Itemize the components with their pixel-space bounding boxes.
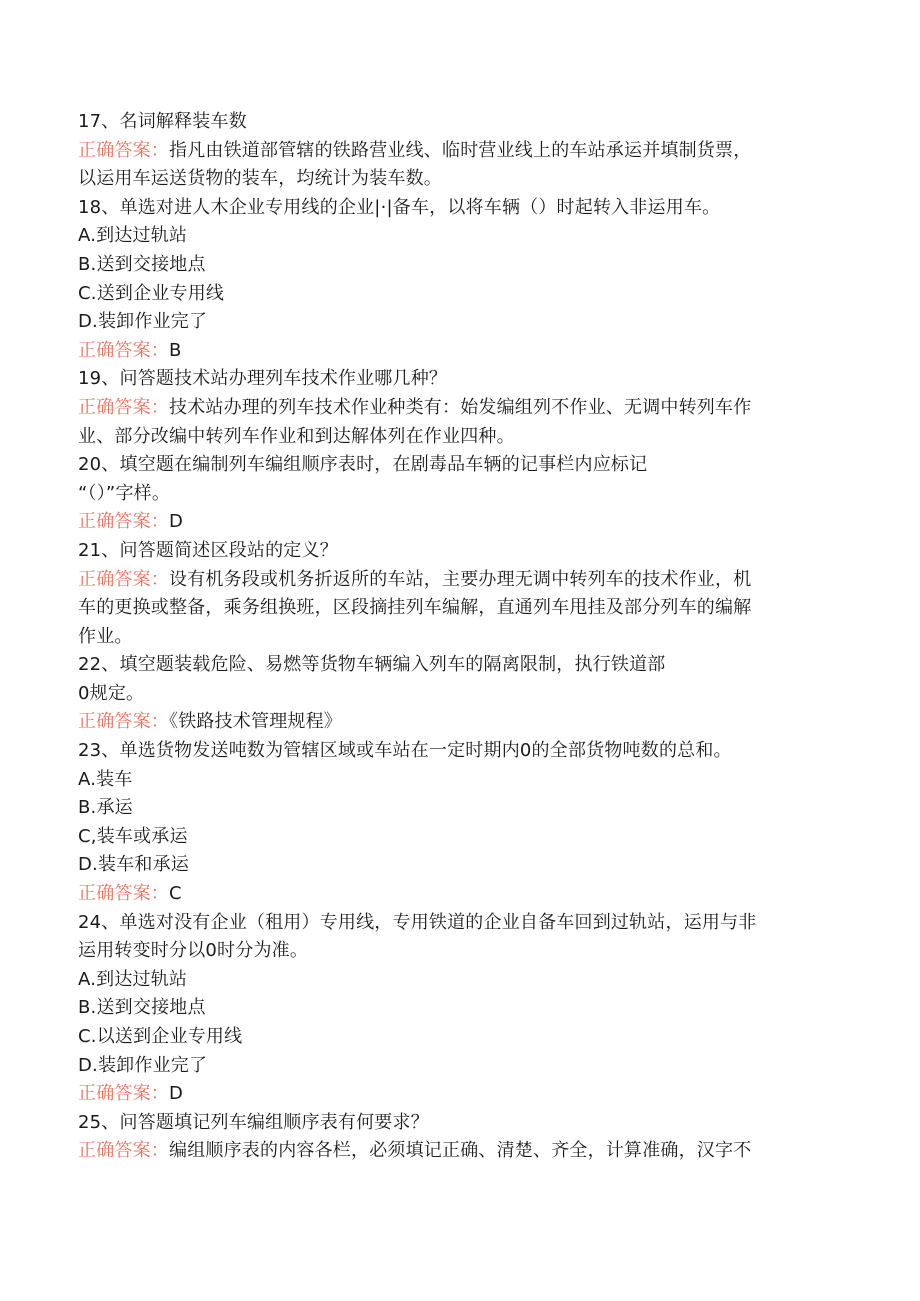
answer-line (78, 880, 826, 909)
text-line: 23、单选货物发送吨数为管辖区域或车站在一定时期内0的全部货物吨数的总和。 (78, 740, 732, 762)
text-line: D.装车和承运 (78, 854, 189, 876)
answer-label: 正确答案： (78, 711, 169, 733)
answer-label: 正确答案： (78, 339, 169, 361)
text-line: 20、填空题在编制列车编组顺序表时，在剧毒品车辆的记事栏内应标记 (78, 454, 648, 476)
text-line: 25、问答题填记列车编组顺序表有何要求？ (78, 1111, 429, 1133)
text-line: 19、问答题技术站办理列车技术作业哪几种？ (78, 368, 448, 390)
answer-text: D (169, 1083, 184, 1105)
text-line: C,装车或承运 (78, 825, 188, 847)
answer-label: 正确答案： (78, 396, 169, 418)
answer-label: 正确答案： (78, 1083, 169, 1105)
answer-line (78, 337, 826, 366)
answer-line (78, 394, 826, 423)
text-line: 22、填空题装载危险、易燃等货物车辆编入列车的隔离限制，执行铁道部 (78, 654, 666, 676)
answer-text: 编组顺序表的内容各栏，必须填记正确、清楚、齐全，计算准确，汉字不 (169, 1140, 752, 1162)
text-line: 17、名词解释装车数 (78, 111, 247, 132)
text-line: 18、单选对进人木企业专用线的企业|·|备车，以将车辆（）时起转入非运用车。 (78, 196, 721, 218)
answer-text: C (169, 883, 182, 905)
answer-line (78, 708, 826, 737)
text-line: D.装卸作业完了 (78, 311, 208, 333)
text-line: 车的更换或整备，乘务组换班，区段摘挂列车编解，直通列车甩挂及部分列车的编解 (78, 597, 752, 619)
answer-text: D (169, 511, 184, 533)
answer-label: 正确答案： (78, 139, 169, 161)
text-line: C.以送到企业专用线 (78, 1026, 243, 1047)
text-line: 以运用车运送货物的装车，均统计为装车数。 (78, 168, 442, 190)
text-line: C.送到企业专用线 (78, 282, 225, 304)
text-line: A.到达过轨站 (78, 968, 188, 990)
answer-label: 正确答案： (78, 1140, 169, 1162)
answer-line (78, 1137, 826, 1166)
text-line: 24、单选对没有企业（租用）专用线，专用铁道的企业自备车回到过轨站，运用与非 (78, 911, 757, 933)
answer-label: 正确答案： (78, 883, 169, 905)
text-line: 0规定。 (78, 682, 145, 704)
answer-text: 设有机务段或机务折返所的车站，主要办理无调中转列车的技术作业，机 (169, 568, 752, 590)
answer-text: 《铁路技术管理规程》 (169, 711, 342, 733)
text-line: B.承运 (78, 797, 133, 819)
text-line: B.送到交接地点 (78, 997, 206, 1019)
answer-line (78, 508, 826, 537)
text-line: 业、部分改编中转列车作业和到达解体列在作业四种。 (78, 425, 515, 447)
question-list (78, 108, 826, 1166)
answer-label: 正确答案： (78, 511, 169, 533)
answer-line (78, 137, 826, 166)
answer-text: B (169, 339, 182, 361)
text-line: 21、问答题简述区段站的定义？ (78, 539, 338, 561)
text-line: A.到达过轨站 (78, 225, 188, 247)
text-line: 运用转变时分以0时分为准。 (78, 940, 309, 962)
text-line: “（）”字样。 (78, 482, 171, 504)
answer-line (78, 1080, 826, 1109)
answer-line (78, 566, 826, 595)
answer-text: 指凡由铁道部管辖的铁路营业线、临时营业线上的车站承运并填制货票， (169, 139, 752, 161)
answer-text: 技术站办理的列车技术作业种类有：始发编组列不作业、无调中转列车作 (169, 396, 752, 418)
text-line: D.装卸作业完了 (78, 1054, 208, 1076)
text-line: A.装车 (78, 768, 133, 790)
text-line: 作业。 (78, 625, 133, 647)
text-line: B.送到交接地点 (78, 253, 206, 275)
answer-label: 正确答案： (78, 568, 169, 590)
